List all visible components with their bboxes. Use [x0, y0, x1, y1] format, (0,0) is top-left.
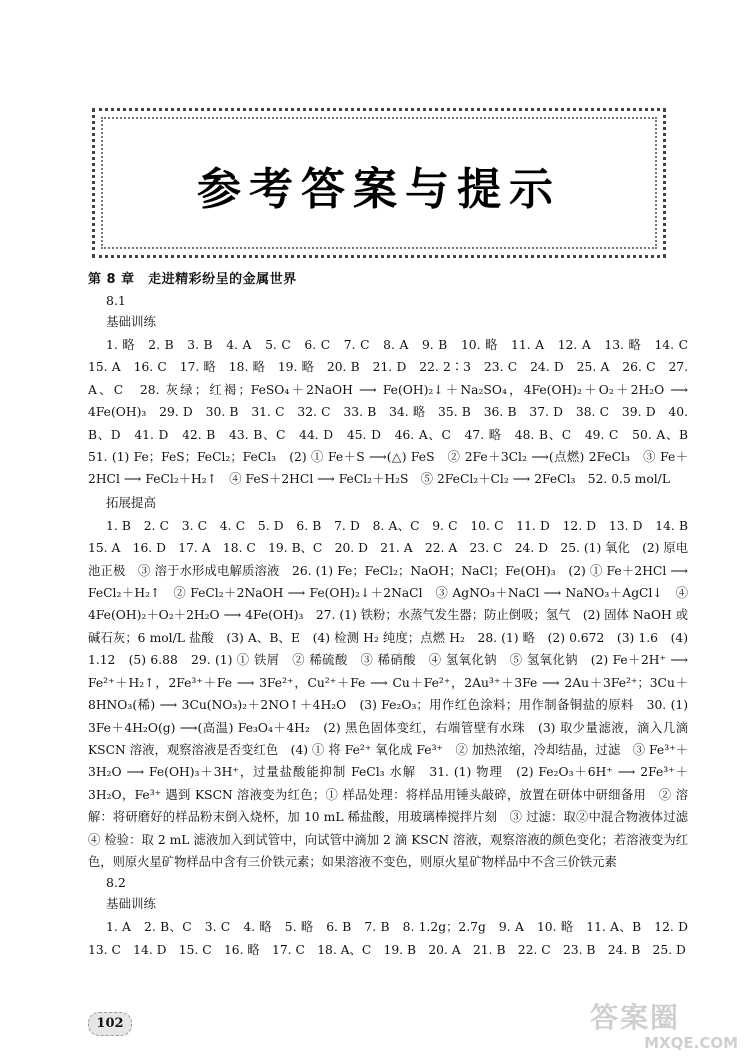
watermark [590, 996, 738, 1052]
chapter-heading: 第 8 章 走进精彩纷呈的金属世界 [88, 272, 297, 287]
answers-8-1-basic: 1. 略 2. B 3. B 4. A 5. C 6. C 7. C 8. A 9. B 10. 略 11. A 12. A 13. 略 14. C 15. A 16. C 17. 略 18. 略 19. 略 20. B 21. D 22. 2∶3 23. C 24. D 25. A 26. C 27. A、C 28. 灰绿；红褐；FeSO₄＋2NaOH ⟶ Fe(OH)₂↓＋Na₂SO₄，4Fe(OH)₂＋O₂＋2H₂O ⟶ 4Fe(OH)₃ 29. D 30. B 31. C 32. C 33. B 34. 略 35. B 36. B 37. D 38. C 39. D 40. B、D 41. D 42. B 43. B、C 44. D 45. D 46. A、C 47. 略 48. B、C 49. C 50. A、B 51. (1) Fe；FeS；FeCl₂；FeCl₃ (2) ① Fe＋S ⟶(△) FeS ② 2Fe＋3Cl₂ ⟶(点燃) 2FeCl₃ ③ Fe＋2HCl ⟶ FeCl₂＋H₂↑ ④ FeS＋2HCl ⟶ FeCl₂＋H₂S ⑤ 2FeCl₂＋Cl₂ ⟶ 2FeCl₃ 52. 0.5 mol/L [88, 338, 701, 487]
page-title: 参考答案与提示 [197, 164, 561, 215]
title-frame [92, 108, 666, 258]
subsection-label-basic: 基础训练 [106, 314, 157, 329]
subsection-label-extended: 拓展提高 [106, 494, 157, 510]
watermark-logo: 答案圈 [590, 1001, 681, 1034]
answers-8-2-basic: 1. A 2. B、C 3. C 4. 略 5. 略 6. B 7. B 8. 1.2g；2.7g 9. A 10. 略 11. A、B 12. D 13. C 14. D 15. C 16. 略 17. C 18. A、C 19. B 20. A 21. B 22. C 23. B 24. B 25. D [88, 920, 701, 957]
answer-content [88, 268, 701, 961]
subsection-label-basic-8-2: 基础训练 [106, 896, 157, 912]
answers-8-1-extended: 1. B 2. C 3. C 4. C 5. D 6. B 7. D 8. A、C 9. C 10. C 11. D 12. D 13. D 14. B 15. A 16. D 17. A 18. C 19. B、C 20. D 21. A 22. A 23. C 24. D 25. (1) 氧化 (2) 原电池正极 ③ 溶于水形成电解质溶液 26. (1) Fe；FeCl₂；NaOH；NaCl；Fe(OH)₃ (2) ① Fe＋2HCl ⟶ FeCl₂＋H₂↑ ② FeCl₂＋2NaOH ⟶ Fe(OH)₂↓＋2NaCl ③ AgNO₃＋NaCl ⟶ NaNO₃＋AgCl↓ ④ 4Fe(OH)₂＋O₂＋2H₂O ⟶ 4Fe(OH)₃ 27. (1) 铁粉；水蒸气发生器；防止倒吸；氢气 (2) 固体 NaOH 或碱石灰；6 mol/L 盐酸 (3) A、B、E (4) 检测 H₂ 纯度；点燃 H₂ 28. (1) 略 (2) 0.672 (3) 1.6 (4) 1.12 (5) 6.88 29. (1) ① 铁屑 ② 稀硫酸 ③ 稀硝酸 ④ 氢氧化钠 ⑤ 氢氧化钠 (2) Fe＋2H⁺ ⟶ Fe²⁺＋H₂↑，2Fe³⁺＋Fe ⟶ 3Fe²⁺，Cu²⁺＋Fe ⟶ Cu＋Fe²⁺，2Au³⁺＋3Fe ⟶ 2Au＋3Fe²⁺；3Cu＋8HNO₃(稀) ⟶ 3Cu(NO₃)₂＋2NO↑＋4H₂O (3) Fe₂O₃；用作红色涂料；用作制备铜盐的原料 30. (1) 3Fe＋4H₂O(g) ⟶(高温) Fe₃O₄＋4H₂ (2) 黑色固体变红，右端管壁有水珠 (3) 取少量滤液，滴入几滴 KSCN 溶液，观察溶液是否变红色 (4) ① 将 Fe²⁺ 氧化成 Fe³⁺ ② 加热浓缩，冷却结晶，过滤 ③ Fe³⁺＋3H₂O ⟶ Fe(OH)₃＋3H⁺，过量盐酸能抑制 FeCl₃ 水解 31. (1) 物理 (2) Fe₂O₃＋6H⁺ ⟶ 2Fe³⁺＋3H₂O，Fe³⁺ 遇到 KSCN 溶液变为红色；① 样品处理：将样品用锤头敲碎，放置在研体中研细备用 ② 溶解：将研磨好的样品粉末倒入烧杯，加 10 mL 稀盐酸，用玻璃棒搅拌片刻 ③ 过滤：取②中混合物液体过滤 ④ 检验：取 2 mL 滤液加入到试管中，向试管中滴加 2 滴 KSCN 溶液，观察溶液的颜色变化；若溶液变为红色，则原火星矿物样品中含有三价铁元素；如果溶液不变色，则原火星矿物样品中不含三价铁元素 [88, 518, 701, 869]
watermark-url: MXQE.COM [644, 1034, 738, 1052]
section-number-8-2: 8.2 [106, 875, 126, 891]
page-number: 102 [88, 1012, 132, 1036]
section-number-8-1: 8.1 [106, 293, 126, 308]
